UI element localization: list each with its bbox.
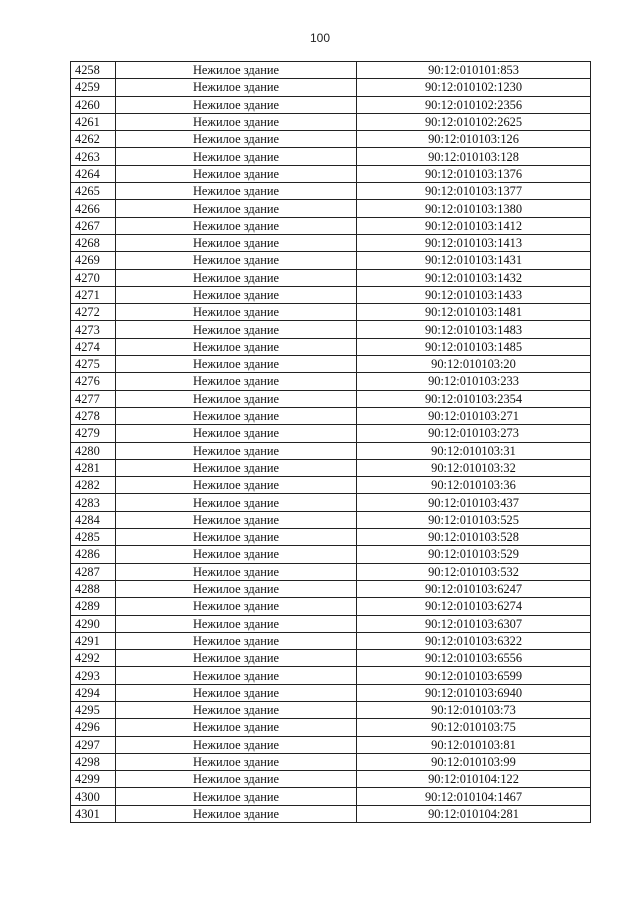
table-row	[71, 650, 591, 667]
object-type-cell: Нежилое здание	[116, 165, 357, 182]
table-row	[71, 736, 591, 753]
cadastral-number-cell: 90:12:010103:126	[357, 131, 591, 148]
table-row	[71, 546, 591, 563]
object-type-cell: Нежилое здание	[116, 511, 357, 528]
row-number-cell: 4276	[71, 373, 116, 390]
row-number-cell: 4299	[71, 771, 116, 788]
table-row	[71, 667, 591, 684]
row-number-cell: 4294	[71, 684, 116, 701]
cadastral-number-cell: 90:12:010103:6599	[357, 667, 591, 684]
row-number-cell: 4265	[71, 183, 116, 200]
object-type-cell: Нежилое здание	[116, 701, 357, 718]
object-type-cell: Нежилое здание	[116, 407, 357, 424]
cadastral-number-cell: 90:12:010103:99	[357, 753, 591, 770]
object-type-cell: Нежилое здание	[116, 269, 357, 286]
row-number-cell: 4269	[71, 252, 116, 269]
table-row	[71, 494, 591, 511]
cadastral-number-cell: 90:12:010103:1376	[357, 165, 591, 182]
object-type-cell: Нежилое здание	[116, 148, 357, 165]
cadastral-number-cell: 90:12:010103:81	[357, 736, 591, 753]
cadastral-number-cell: 90:12:010103:6307	[357, 615, 591, 632]
row-number-cell: 4284	[71, 511, 116, 528]
object-type-cell: Нежилое здание	[116, 234, 357, 251]
table-row	[71, 684, 591, 701]
cadastral-number-cell: 90:12:010103:1433	[357, 286, 591, 303]
table-row	[71, 390, 591, 407]
cadastral-number-cell: 90:12:010103:271	[357, 407, 591, 424]
row-number-cell: 4259	[71, 79, 116, 96]
cadastral-number-cell: 90:12:010103:2354	[357, 390, 591, 407]
cadastral-number-cell: 90:12:010103:36	[357, 477, 591, 494]
row-number-cell: 4263	[71, 148, 116, 165]
cadastral-number-cell: 90:12:010103:6940	[357, 684, 591, 701]
table-row	[71, 407, 591, 424]
row-number-cell: 4292	[71, 650, 116, 667]
table-row	[71, 165, 591, 182]
object-type-cell: Нежилое здание	[116, 546, 357, 563]
row-number-cell: 4268	[71, 234, 116, 251]
table-row	[71, 598, 591, 615]
cadastral-number-cell: 90:12:010103:6322	[357, 632, 591, 649]
cadastral-number-cell: 90:12:010101:853	[357, 62, 591, 79]
table-row	[71, 580, 591, 597]
cadastral-number-cell: 90:12:010103:6274	[357, 598, 591, 615]
table-row	[71, 805, 591, 822]
row-number-cell: 4270	[71, 269, 116, 286]
row-number-cell: 4266	[71, 200, 116, 217]
row-number-cell: 4295	[71, 701, 116, 718]
row-number-cell: 4267	[71, 217, 116, 234]
row-number-cell: 4287	[71, 563, 116, 580]
row-number-cell: 4280	[71, 442, 116, 459]
object-type-cell: Нежилое здание	[116, 459, 357, 476]
row-number-cell: 4285	[71, 529, 116, 546]
cadastral-number-cell: 90:12:010103:525	[357, 511, 591, 528]
object-type-cell: Нежилое здание	[116, 615, 357, 632]
cadastral-number-cell: 90:12:010103:529	[357, 546, 591, 563]
object-type-cell: Нежилое здание	[116, 200, 357, 217]
cadastral-number-cell: 90:12:010103:6556	[357, 650, 591, 667]
row-number-cell: 4275	[71, 356, 116, 373]
table-row	[71, 321, 591, 338]
row-number-cell: 4279	[71, 425, 116, 442]
object-type-cell: Нежилое здание	[116, 390, 357, 407]
object-type-cell: Нежилое здание	[116, 771, 357, 788]
row-number-cell: 4296	[71, 719, 116, 736]
cadastral-number-cell: 90:12:010103:20	[357, 356, 591, 373]
page-number: 100	[309, 31, 331, 45]
object-type-cell: Нежилое здание	[116, 667, 357, 684]
cadastral-number-cell: 90:12:010103:1432	[357, 269, 591, 286]
object-type-cell: Нежилое здание	[116, 79, 357, 96]
object-type-cell: Нежилое здание	[116, 598, 357, 615]
row-number-cell: 4272	[71, 304, 116, 321]
object-type-cell: Нежилое здание	[116, 563, 357, 580]
table-row	[71, 183, 591, 200]
object-type-cell: Нежилое здание	[116, 96, 357, 113]
table-row	[71, 62, 591, 79]
table-row	[71, 615, 591, 632]
row-number-cell: 4300	[71, 788, 116, 805]
cadastral-number-cell: 90:12:010102:2356	[357, 96, 591, 113]
table-row	[71, 200, 591, 217]
row-number-cell: 4298	[71, 753, 116, 770]
object-type-cell: Нежилое здание	[116, 580, 357, 597]
row-number-cell: 4273	[71, 321, 116, 338]
object-type-cell: Нежилое здание	[116, 373, 357, 390]
row-number-cell: 4290	[71, 615, 116, 632]
cadastral-number-cell: 90:12:010103:1485	[357, 338, 591, 355]
table-row	[71, 252, 591, 269]
object-type-cell: Нежилое здание	[116, 684, 357, 701]
registry-table	[70, 61, 591, 823]
row-number-cell: 4274	[71, 338, 116, 355]
registry-table-body	[71, 62, 591, 823]
table-row	[71, 511, 591, 528]
object-type-cell: Нежилое здание	[116, 183, 357, 200]
table-row	[71, 356, 591, 373]
cadastral-number-cell: 90:12:010102:1230	[357, 79, 591, 96]
cadastral-number-cell: 90:12:010104:122	[357, 771, 591, 788]
table-row	[71, 217, 591, 234]
cadastral-number-cell: 90:12:010103:31	[357, 442, 591, 459]
cadastral-number-cell: 90:12:010103:437	[357, 494, 591, 511]
object-type-cell: Нежилое здание	[116, 304, 357, 321]
table-row	[71, 304, 591, 321]
object-type-cell: Нежилое здание	[116, 494, 357, 511]
row-number-cell: 4281	[71, 459, 116, 476]
table-row	[71, 753, 591, 770]
object-type-cell: Нежилое здание	[116, 356, 357, 373]
row-number-cell: 4286	[71, 546, 116, 563]
object-type-cell: Нежилое здание	[116, 338, 357, 355]
object-type-cell: Нежилое здание	[116, 425, 357, 442]
row-number-cell: 4260	[71, 96, 116, 113]
cadastral-number-cell: 90:12:010102:2625	[357, 113, 591, 130]
row-number-cell: 4271	[71, 286, 116, 303]
object-type-cell: Нежилое здание	[116, 217, 357, 234]
table-row	[71, 701, 591, 718]
cadastral-number-cell: 90:12:010103:32	[357, 459, 591, 476]
object-type-cell: Нежилое здание	[116, 113, 357, 130]
cadastral-number-cell: 90:12:010103:532	[357, 563, 591, 580]
table-row	[71, 771, 591, 788]
row-number-cell: 4289	[71, 598, 116, 615]
object-type-cell: Нежилое здание	[116, 632, 357, 649]
row-number-cell: 4283	[71, 494, 116, 511]
cadastral-number-cell: 90:12:010103:1380	[357, 200, 591, 217]
table-row	[71, 286, 591, 303]
cadastral-number-cell: 90:12:010103:1483	[357, 321, 591, 338]
object-type-cell: Нежилое здание	[116, 753, 357, 770]
row-number-cell: 4278	[71, 407, 116, 424]
object-type-cell: Нежилое здание	[116, 719, 357, 736]
object-type-cell: Нежилое здание	[116, 252, 357, 269]
row-number-cell: 4291	[71, 632, 116, 649]
cadastral-number-cell: 90:12:010103:75	[357, 719, 591, 736]
table-row	[71, 459, 591, 476]
table-row	[71, 563, 591, 580]
cadastral-number-cell: 90:12:010103:233	[357, 373, 591, 390]
cadastral-number-cell: 90:12:010103:528	[357, 529, 591, 546]
row-number-cell: 4288	[71, 580, 116, 597]
table-row	[71, 113, 591, 130]
cadastral-number-cell: 90:12:010103:1431	[357, 252, 591, 269]
row-number-cell: 4262	[71, 131, 116, 148]
cadastral-number-cell: 90:12:010103:6247	[357, 580, 591, 597]
table-row	[71, 477, 591, 494]
table-row	[71, 788, 591, 805]
row-number-cell: 4277	[71, 390, 116, 407]
cadastral-number-cell: 90:12:010104:1467	[357, 788, 591, 805]
object-type-cell: Нежилое здание	[116, 788, 357, 805]
table-row	[71, 719, 591, 736]
object-type-cell: Нежилое здание	[116, 321, 357, 338]
cadastral-number-cell: 90:12:010103:1413	[357, 234, 591, 251]
row-number-cell: 4264	[71, 165, 116, 182]
row-number-cell: 4293	[71, 667, 116, 684]
cadastral-number-cell: 90:12:010104:281	[357, 805, 591, 822]
cadastral-number-cell: 90:12:010103:1377	[357, 183, 591, 200]
object-type-cell: Нежилое здание	[116, 62, 357, 79]
table-row	[71, 148, 591, 165]
table-row	[71, 131, 591, 148]
table-row	[71, 269, 591, 286]
table-row	[71, 632, 591, 649]
object-type-cell: Нежилое здание	[116, 650, 357, 667]
row-number-cell: 4282	[71, 477, 116, 494]
table-row	[71, 425, 591, 442]
cadastral-number-cell: 90:12:010103:1481	[357, 304, 591, 321]
cadastral-number-cell: 90:12:010103:128	[357, 148, 591, 165]
table-row	[71, 373, 591, 390]
object-type-cell: Нежилое здание	[116, 442, 357, 459]
cadastral-number-cell: 90:12:010103:73	[357, 701, 591, 718]
table-row	[71, 338, 591, 355]
cadastral-number-cell: 90:12:010103:1412	[357, 217, 591, 234]
table-row	[71, 529, 591, 546]
object-type-cell: Нежилое здание	[116, 286, 357, 303]
cadastral-number-cell: 90:12:010103:273	[357, 425, 591, 442]
row-number-cell: 4301	[71, 805, 116, 822]
table-row	[71, 234, 591, 251]
object-type-cell: Нежилое здание	[116, 477, 357, 494]
table-row	[71, 96, 591, 113]
row-number-cell: 4258	[71, 62, 116, 79]
object-type-cell: Нежилое здание	[116, 805, 357, 822]
row-number-cell: 4297	[71, 736, 116, 753]
row-number-cell: 4261	[71, 113, 116, 130]
object-type-cell: Нежилое здание	[116, 529, 357, 546]
object-type-cell: Нежилое здание	[116, 736, 357, 753]
object-type-cell: Нежилое здание	[116, 131, 357, 148]
table-row	[71, 442, 591, 459]
table-row	[71, 79, 591, 96]
